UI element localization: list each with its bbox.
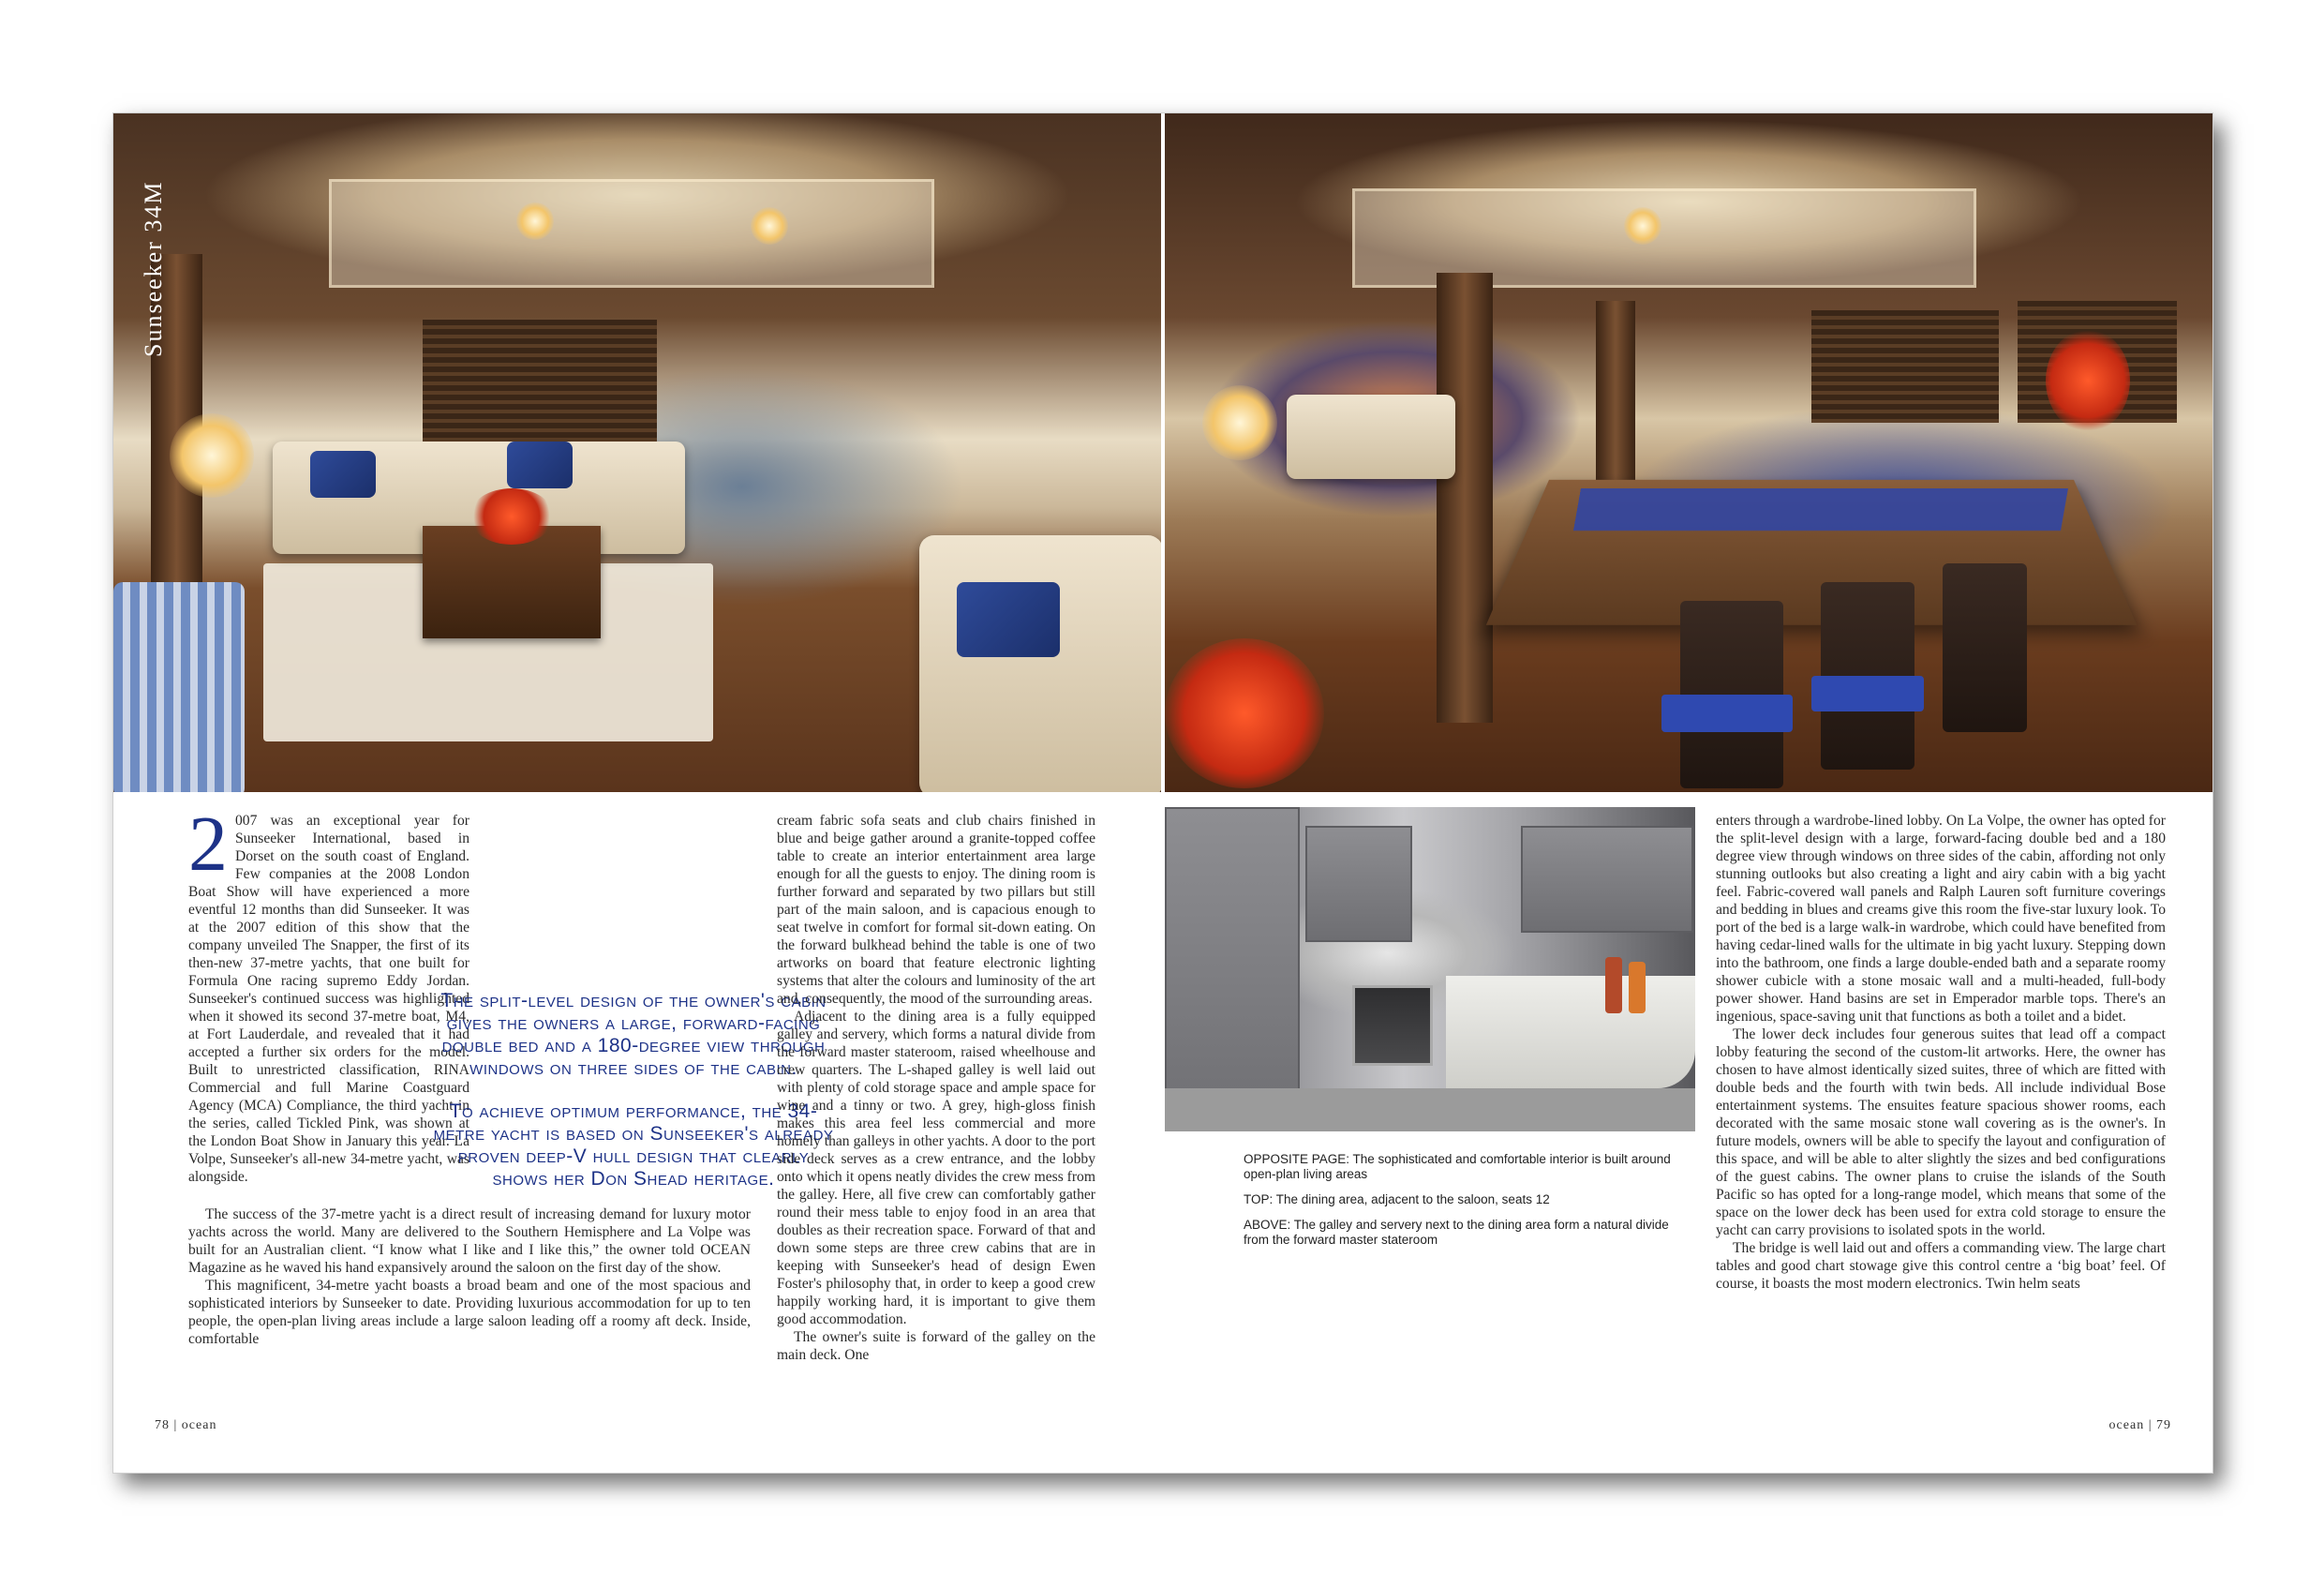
page-number-left: 78 | ocean [155, 1418, 217, 1432]
pull-quote-text: The split-level design of the owner's cabin gives the owners a large, forward-facing double bed and a 180-degree view through windows on three sides of the cabin. [440, 990, 827, 1079]
page-number-right: ocean | 79 [2108, 1418, 2171, 1432]
table-runner [1573, 488, 2068, 531]
upper-cabinet [1305, 826, 1412, 942]
oven [1352, 985, 1433, 1066]
flower-arrangement [2046, 329, 2130, 432]
body-column-1a [188, 801, 469, 1186]
body-paragraph: This magnificent, 34-metre yacht boasts a broad beam and one of the most spacious and sophisticated interiors by Sunseeker to date. Providing luxurious accommodation for up to ten people, the open-plan living areas include a large saloon leading off a roomy aft deck. Inside, comfortable [188, 1278, 751, 1347]
body-column-3 [1716, 812, 2166, 1293]
armchair [919, 535, 1161, 792]
caption: ABOVE: The galley and servery next to the dining area form a natural divide from the forward master stateroom [1244, 1218, 1669, 1247]
body-paragraph: The owner's suite is forward of the galley on the main deck. One [777, 1329, 1095, 1363]
floor [1165, 1088, 1695, 1131]
body-paragraph: The success of the 37-metre yacht is a direct result of increasing demand for luxury motor yachts across the world. Many are delivered to the Southern Hemisphere and La Volpe was built for an Australian client. “I know what I like and I like this,” the owner told OCEAN Magazine as he waved his hand expansively around the saloon on the first day of the show. [188, 1206, 751, 1276]
ceiling-light [1624, 207, 1661, 245]
pull-quote-text: To achieve optimum performance, the 34-metre yacht is based on Sunseeker's already proven deep-V hull design that clearly shows her Don Shead heritage. [433, 1100, 834, 1190]
cushion [507, 442, 573, 488]
chair-seat [1811, 676, 1924, 711]
ceiling-light [516, 202, 554, 240]
wood-pillar [1437, 273, 1493, 723]
cushion [310, 451, 376, 498]
sofa [1287, 395, 1455, 479]
ceiling-panel [329, 179, 934, 288]
body-paragraph: Adjacent to the dining area is a fully equipped galley and servery, which forms a natural divide from the forward master stateroom, raised wheelhouse and crew quarters. The L-shaped galley is well laid out with plenty of cold storage space and ample space for wine and a tinny or two. A grey, high-gloss finish makes this area feel less commercial and more homely than galleys in other yachts. A door to the port side deck serves as a crew entrance, and the lobby onto which it opens neatly divides the crew mess from the galley. Here, all five crew can comfortably gather round their mess table to enjoy food in an area that doubles as their recreation space. Forward of that and down some steps are three crew cabins that are in keeping with Sunseeker's head of design Ewen Foster's philosophy that, in order to keep a good crew happily working hard, it is important to give them good accommodation. [777, 1009, 1095, 1327]
body-paragraph: cream fabric sofa seats and club chairs finished in blue and beige gather around a granite-topped coffee table to create an interior entertainment area large enough for all the guests to enjoy. The dining room is further forward and separated by two pillars but still part of the main saloon, and is capacious enough to seat twelve in comfort for formal sit-down eating. On the forward bulkhead behind the table is one of two artworks on board that feature electronic lighting systems that alter the colours and luminosity of the art and, consequently, the mood of the surrounding areas. [777, 813, 1095, 1007]
galley-photo [1165, 807, 1695, 1131]
dining-photo [1165, 113, 2212, 792]
body-column-2 [777, 812, 1095, 1364]
ceiling-light [751, 207, 788, 245]
caption: TOP: The dining area, adjacent to the saloon, seats 12 [1244, 1192, 1550, 1206]
striped-armchair [113, 582, 245, 792]
upper-cabinet [1521, 826, 1693, 933]
window-blind [1811, 310, 1999, 423]
table-lamp [1202, 385, 1277, 460]
magazine-spread [112, 112, 2213, 1474]
chair-seat [1661, 695, 1793, 732]
countertop [1446, 976, 1695, 1088]
body-paragraph: The lower deck includes four generous suites that lead off a compact lobby featuring the second of the custom-lit artworks. Here, the owner has chosen to have almost identically sized suites, three of which are fitted with double beds and the fourth with twin beds. All include individual Bose entertainment systems. The ensuites feature spacious shower rooms, each decorated with the same mosaic stone wall covering as is the owner's. In future models, owners will be able to specify the layout and configuration of this space, and will be able to alter slightly the sizes and bed configurations of the guest cabins. The owner plans to cruise the islands of the South Pacific so has opted for a long-range model, which means that some of the space on the lower deck has been used for extra cold storage to ensure the yacht can carry provisions to isolated spots in the world. [1716, 1026, 2166, 1238]
body-paragraph: The bridge is well laid out and offers a commanding view. The large chart tables and good chart stowage give this control centre a ‘big boat’ feel. Of course, it boasts the most modern electronics. Twin helm seats [1716, 1240, 2166, 1292]
tall-cabinet [1165, 807, 1300, 1131]
drop-cap: 2 [188, 801, 228, 888]
photo-captions [1244, 1152, 1693, 1258]
table-lamp [170, 413, 254, 498]
pull-quote [432, 990, 835, 1211]
cushion [957, 582, 1060, 657]
body-paragraph: 007 was an exceptional year for Sunseeker International, based in Dorset on the south coast of England. Few companies at the 2008 London Boat Show will have experienced a more eventful 12 months than did Sunseeker. It was at the 2007 edition of this show that the company unveiled The Snapper, the first of its then-new 37-metre yachts, that one built for Formula One racing supremo Eddy Jordan. Sunseeker's continued success was highlighted when it showed its second 37-metre boat, M4, at Fort Lauderdale, and revealed that it had accepted a further six orders for the model. Built to unrestricted classification, RINA Commercial and full Marine Coastguard Agency (MCA) Compliance, the third yacht in the series, called Tickled Pink, was shown at the London Boat Show in January this year. La Volpe, Sunseeker's all-new 34-metre yacht, was alongside. [188, 813, 469, 1185]
window-blind [423, 320, 657, 442]
caption: OPPOSITE PAGE: The sophisticated and comfortable interior is built around open-plan living areas [1244, 1152, 1671, 1181]
body-column-1b [188, 1205, 751, 1348]
flower-arrangement [1165, 638, 1324, 788]
body-paragraph: enters through a wardrobe-lined lobby. On La Volpe, the owner has opted for the split-level design with a large, forward-facing double bed and a 180 degree view through windows on three sides of the cabin, affording not only stunning outlooks but also creating a light and airy cabin with a big yacht feel. Fabric-covered wall panels and Ralph Lauren soft furniture coverings and bedding in blues and creams give this room the five-star luxury look. To port of the bed is a large walk-in wardrobe, which could have benefited from having cedar-lined walls for the ultimate in big yacht luxury. Stepping down into the bathroom, one finds a large double-ended bath and a separate roomy shower cubicle with a stone mosaic wall and a multi-headed, full-body power shower. Hand basins are set in Emperador marble tops. There's an ingenious, space-saving unit that functions as both a toilet and a bidet. [1716, 813, 2166, 1025]
section-label: Sunseeker 34M [140, 180, 167, 357]
flower-arrangement [469, 488, 554, 545]
bottle [1605, 957, 1622, 1013]
bottle [1629, 962, 1646, 1013]
dining-chair [1943, 563, 2027, 732]
saloon-photo [113, 113, 1161, 792]
